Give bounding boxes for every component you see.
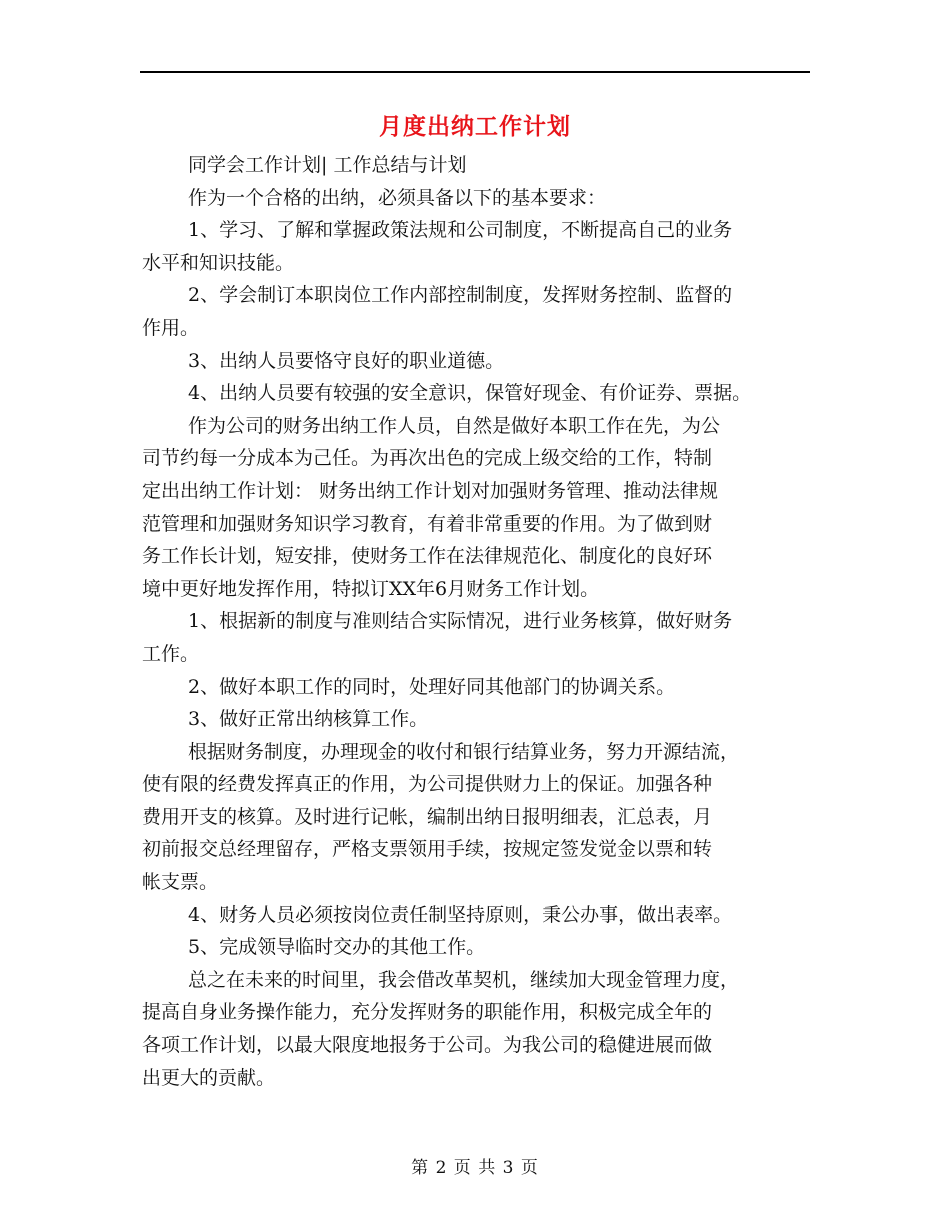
header-rule: [140, 71, 810, 73]
body-line: 2、学会制订本职岗位工作内部控制制度，发挥财务控制、监督的: [188, 284, 733, 307]
body-line: 使有限的经费发挥真正的作用，为公司提供财力上的保证。加强各种: [142, 773, 713, 796]
body-line: 初前报交总经理留存，严格支票领用手续，按规定签发觉金以票和转: [142, 838, 713, 861]
body-line: 5、完成领导临时交办的其他工作。: [188, 936, 486, 959]
body-line: 作为公司的财务出纳工作人员，自然是做好本职工作在先，为公: [188, 414, 721, 437]
body-line: 1、根据新的制度与准则结合实际情况，进行业务核算，做好财务: [188, 610, 733, 633]
body-line: 4、财务人员必须按岗位责任制坚持原则，秉公办事，做出表率。: [188, 903, 733, 926]
body-line: 司节约每一分成本为己任。为再次出色的完成上级交给的工作，特制: [142, 447, 713, 470]
body-line: 2、做好本职工作的同时，处理好同其他部门的协调关系。: [188, 675, 676, 698]
body-line: 根据财务制度，办理现金的收付和银行结算业务，努力开源结流，: [188, 740, 740, 763]
body-line: 各项工作计划，以最大限度地报务于公司。为我公司的稳健进展而做: [142, 1034, 713, 1057]
body-line: 工作。: [142, 642, 200, 665]
body-line: 费用开支的核算。及时进行记帐，编制出纳日报明细表，汇总表，月: [142, 805, 713, 828]
body-line: 总之在未来的时间里，我会借改革契机，继续加大现金管理力度，: [188, 968, 740, 991]
body-line: 3、做好正常出纳核算工作。: [188, 708, 429, 731]
body-line: 1、学习、了解和掌握政策法规和公司制度，不断提高自己的业务: [188, 219, 733, 242]
body-line: 提高自身业务操作能力，充分发挥财务的职能作用，积极完成全年的: [142, 1001, 713, 1024]
page-number-footer: 第 2 页 共 3 页: [411, 1158, 539, 1178]
body-line: 同学会工作计划| 工作总结与计划: [188, 154, 467, 176]
document-body: [142, 149, 810, 1094]
body-line: 4、出纳人员要有较强的安全意识，保管好现金、有价证券、票据。: [188, 382, 752, 405]
body-line: 出更大的贡献。: [142, 1066, 276, 1089]
body-line: 水平和知识技能。: [142, 251, 295, 274]
body-line: 3、出纳人员要恪守良好的职业道德。: [188, 349, 505, 372]
body-line: 帐支票。: [142, 871, 219, 894]
body-line: 作为一个合格的出纳，必须具备以下的基本要求：: [188, 186, 607, 209]
document-title: 月度出纳工作计划: [379, 113, 571, 140]
body-line: 定出出纳工作计划： 财务出纳工作计划对加强财务管理、推动法律规: [142, 479, 719, 502]
body-line: 作用。: [142, 316, 200, 339]
body-line: 境中更好地发挥作用，特拟订XX年6月财务工作计划。: [142, 577, 600, 600]
body-line: 务工作长计划，短安排，使财务工作在法律规范化、制度化的良好环: [142, 545, 713, 568]
body-line: 范管理和加强财务知识学习教育，有着非常重要的作用。为了做到财: [142, 512, 713, 535]
